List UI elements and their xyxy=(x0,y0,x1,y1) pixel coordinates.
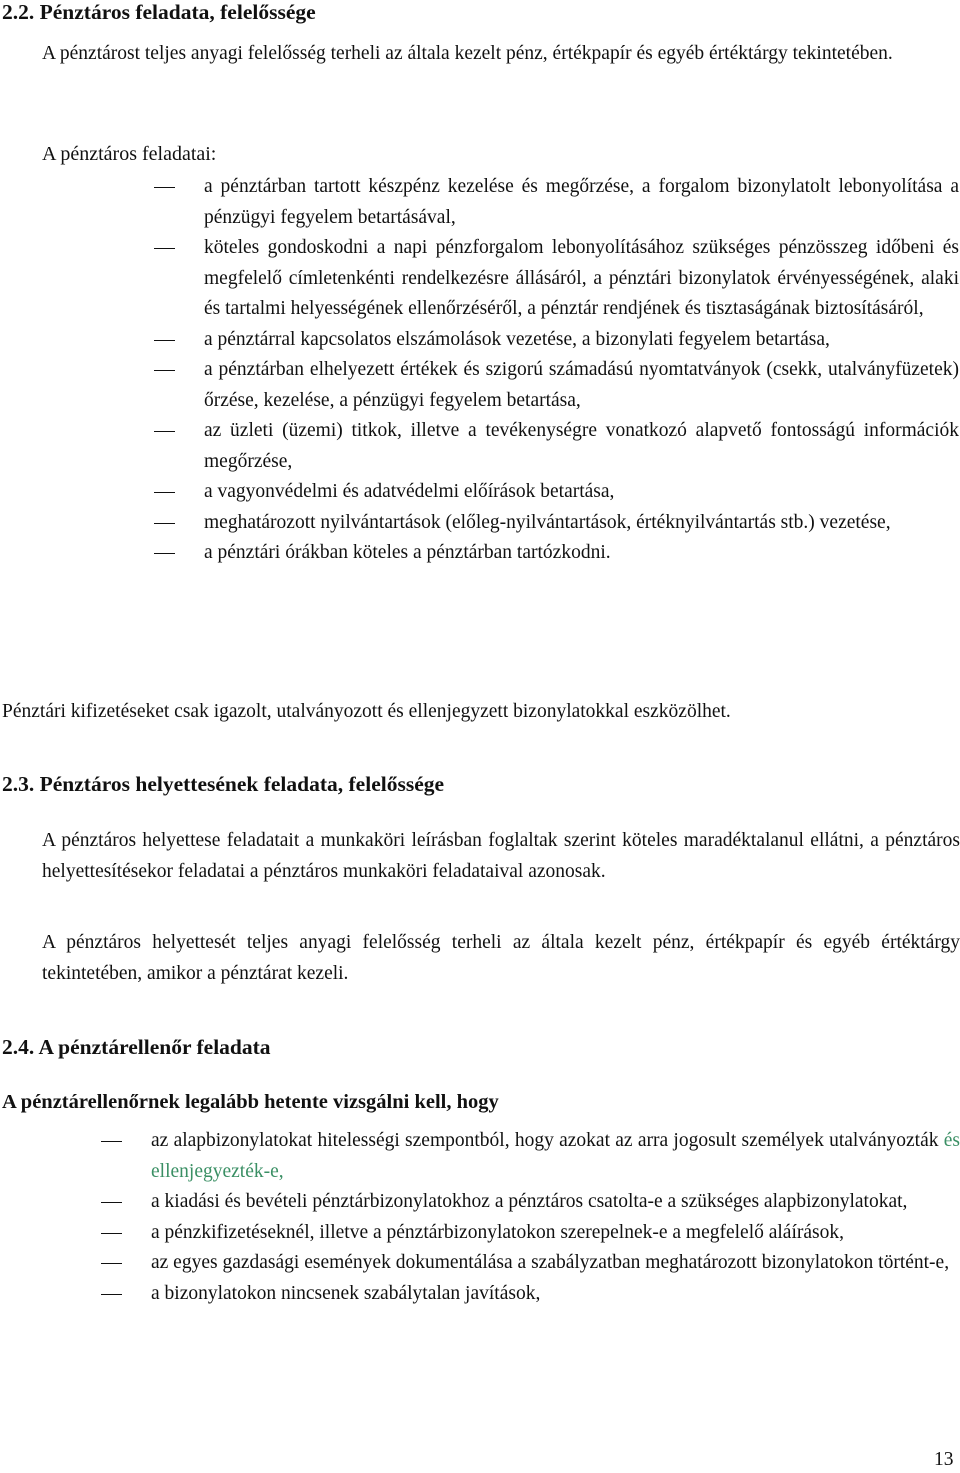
dash-bullet-icon xyxy=(101,1263,122,1264)
section-2-2-intro: A pénztárost teljes anyagi felelősség terheli az általa kezelt pénz, értékpapír és egyéb értéktárgy tekintetében. xyxy=(42,43,893,64)
dash-bullet-icon xyxy=(154,492,175,493)
dash-bullet-icon xyxy=(101,1141,122,1142)
list-item xyxy=(204,355,959,416)
dash-bullet-icon xyxy=(101,1233,122,1234)
section-2-4-subheading: A pénztárellenőrnek legalább hetente vizsgálni kell, hogy xyxy=(2,1091,499,1113)
section-2-2-closing: Pénztári kifizetéseket csak igazolt, utalványozott és ellenjegyzett bizonylatokkal eszközölhet. xyxy=(2,701,731,722)
list-item-text: a pénzkifizetéseknél, illetve a pénztárbizonylatokon szerepelnek-e a megfelelő aláírások, xyxy=(151,1221,844,1243)
list-item xyxy=(151,1126,960,1187)
list-item-text: a pénztárban tartott készpénz kezelése és megőrzése, a forgalom bizonylatolt lebonyolítása a pénzügyi fegyelem betartásával, xyxy=(204,176,959,228)
cashier-tasks-list xyxy=(204,172,959,569)
list-item xyxy=(204,325,959,356)
list-item-text: a kiadási és bevételi pénztárbizonylatokhoz a pénztáros csatolta-e a szükséges alapbizonylatokat, xyxy=(151,1191,908,1212)
dash-bullet-icon xyxy=(154,523,175,524)
controller-checks-list xyxy=(151,1126,960,1309)
section-2-3-paragraph-1: A pénztáros helyettese feladatait a munkaköri leírásban foglaltak szerint köteles maradéktalanul ellátni, a pénztáros helyettesítésekor feladatai a pénztáros munkaköri feladataival azonosak. xyxy=(42,830,960,882)
highlighted-text: és ellenjegyezték-e, xyxy=(151,1130,960,1182)
list-item-text: az alapbizonylatokat hitelességi szempontból, hogy azokat az arra jogosult személyek utalványozták xyxy=(151,1130,939,1151)
list-item xyxy=(151,1248,960,1279)
section-2-3-heading: 2.3. Pénztáros helyettesének feladata, felelőssége xyxy=(2,772,445,796)
dash-bullet-icon xyxy=(101,1294,122,1295)
dash-bullet-icon xyxy=(154,340,175,341)
list-item-text: a pénztárral kapcsolatos elszámolások vezetése, a bizonylati fegyelem betartása, xyxy=(204,328,830,350)
dash-bullet-icon xyxy=(154,553,175,554)
list-item xyxy=(204,508,959,539)
list-item xyxy=(204,477,959,508)
list-item-text: köteles gondoskodni a napi pénzforgalom lebonyolításához szükséges pénzösszeg időbeni és megfelelő címletenkénti rendelkezésre állásáról, a pénztári bizonylatok érvényességének, alaki és tartalmi helyességének ellenőrzéséről, a pénztár rendjének és tisztaságának biztosításáról, xyxy=(204,237,959,319)
list-item-text: az üzleti (üzemi) titkok, illetve a tevékenységre vonatkozó alapvető fontosságú információk megőrzése, xyxy=(204,420,959,472)
dash-bullet-icon xyxy=(154,431,175,432)
list-item-text: meghatározott nyilvántartások (előleg-nyilvántartások, értéknyilvántartás stb.) vezetése, xyxy=(204,511,891,533)
list-item-text: a pénztárban elhelyezett értékek és szigorú számadású nyomtatványok (csekk, utalványfüzetek) őrzése, kezelése, a pénzügyi fegyelem betartása, xyxy=(204,359,959,411)
list-item-text: az egyes gazdasági események dokumentálása a szabályzatban meghatározott bizonylatokon történt-e, xyxy=(151,1252,950,1273)
list-item xyxy=(204,416,959,477)
section-2-4-heading: 2.4. A pénztárellenőr feladata xyxy=(2,1035,271,1059)
tasks-label: A pénztáros feladatai: xyxy=(42,143,217,165)
list-item xyxy=(151,1187,960,1218)
section-2-2-heading: 2.2. Pénztáros feladata, felelőssége xyxy=(2,0,316,24)
list-item-text: a pénztári órákban köteles a pénztárban tartózkodni. xyxy=(204,542,611,563)
list-item-text: a bizonylatokon nincsenek szabálytalan javítások, xyxy=(151,1282,541,1304)
list-item xyxy=(204,172,959,233)
section-2-3-paragraph-2: A pénztáros helyettesét teljes anyagi felelősség terheli az általa kezelt pénz, értékpapír és egyéb értéktárgy tekintetében, amikor a pénztárat kezeli. xyxy=(42,932,960,984)
list-item xyxy=(204,538,959,569)
dash-bullet-icon xyxy=(101,1202,122,1203)
dash-bullet-icon xyxy=(154,187,175,188)
list-item xyxy=(151,1279,960,1310)
list-item-text: a vagyonvédelmi és adatvédelmi előírások betartása, xyxy=(204,481,615,502)
dash-bullet-icon xyxy=(154,370,175,371)
list-item xyxy=(151,1218,960,1249)
list-item xyxy=(204,233,959,325)
dash-bullet-icon xyxy=(154,248,175,249)
page-number: 13 xyxy=(934,1449,954,1470)
